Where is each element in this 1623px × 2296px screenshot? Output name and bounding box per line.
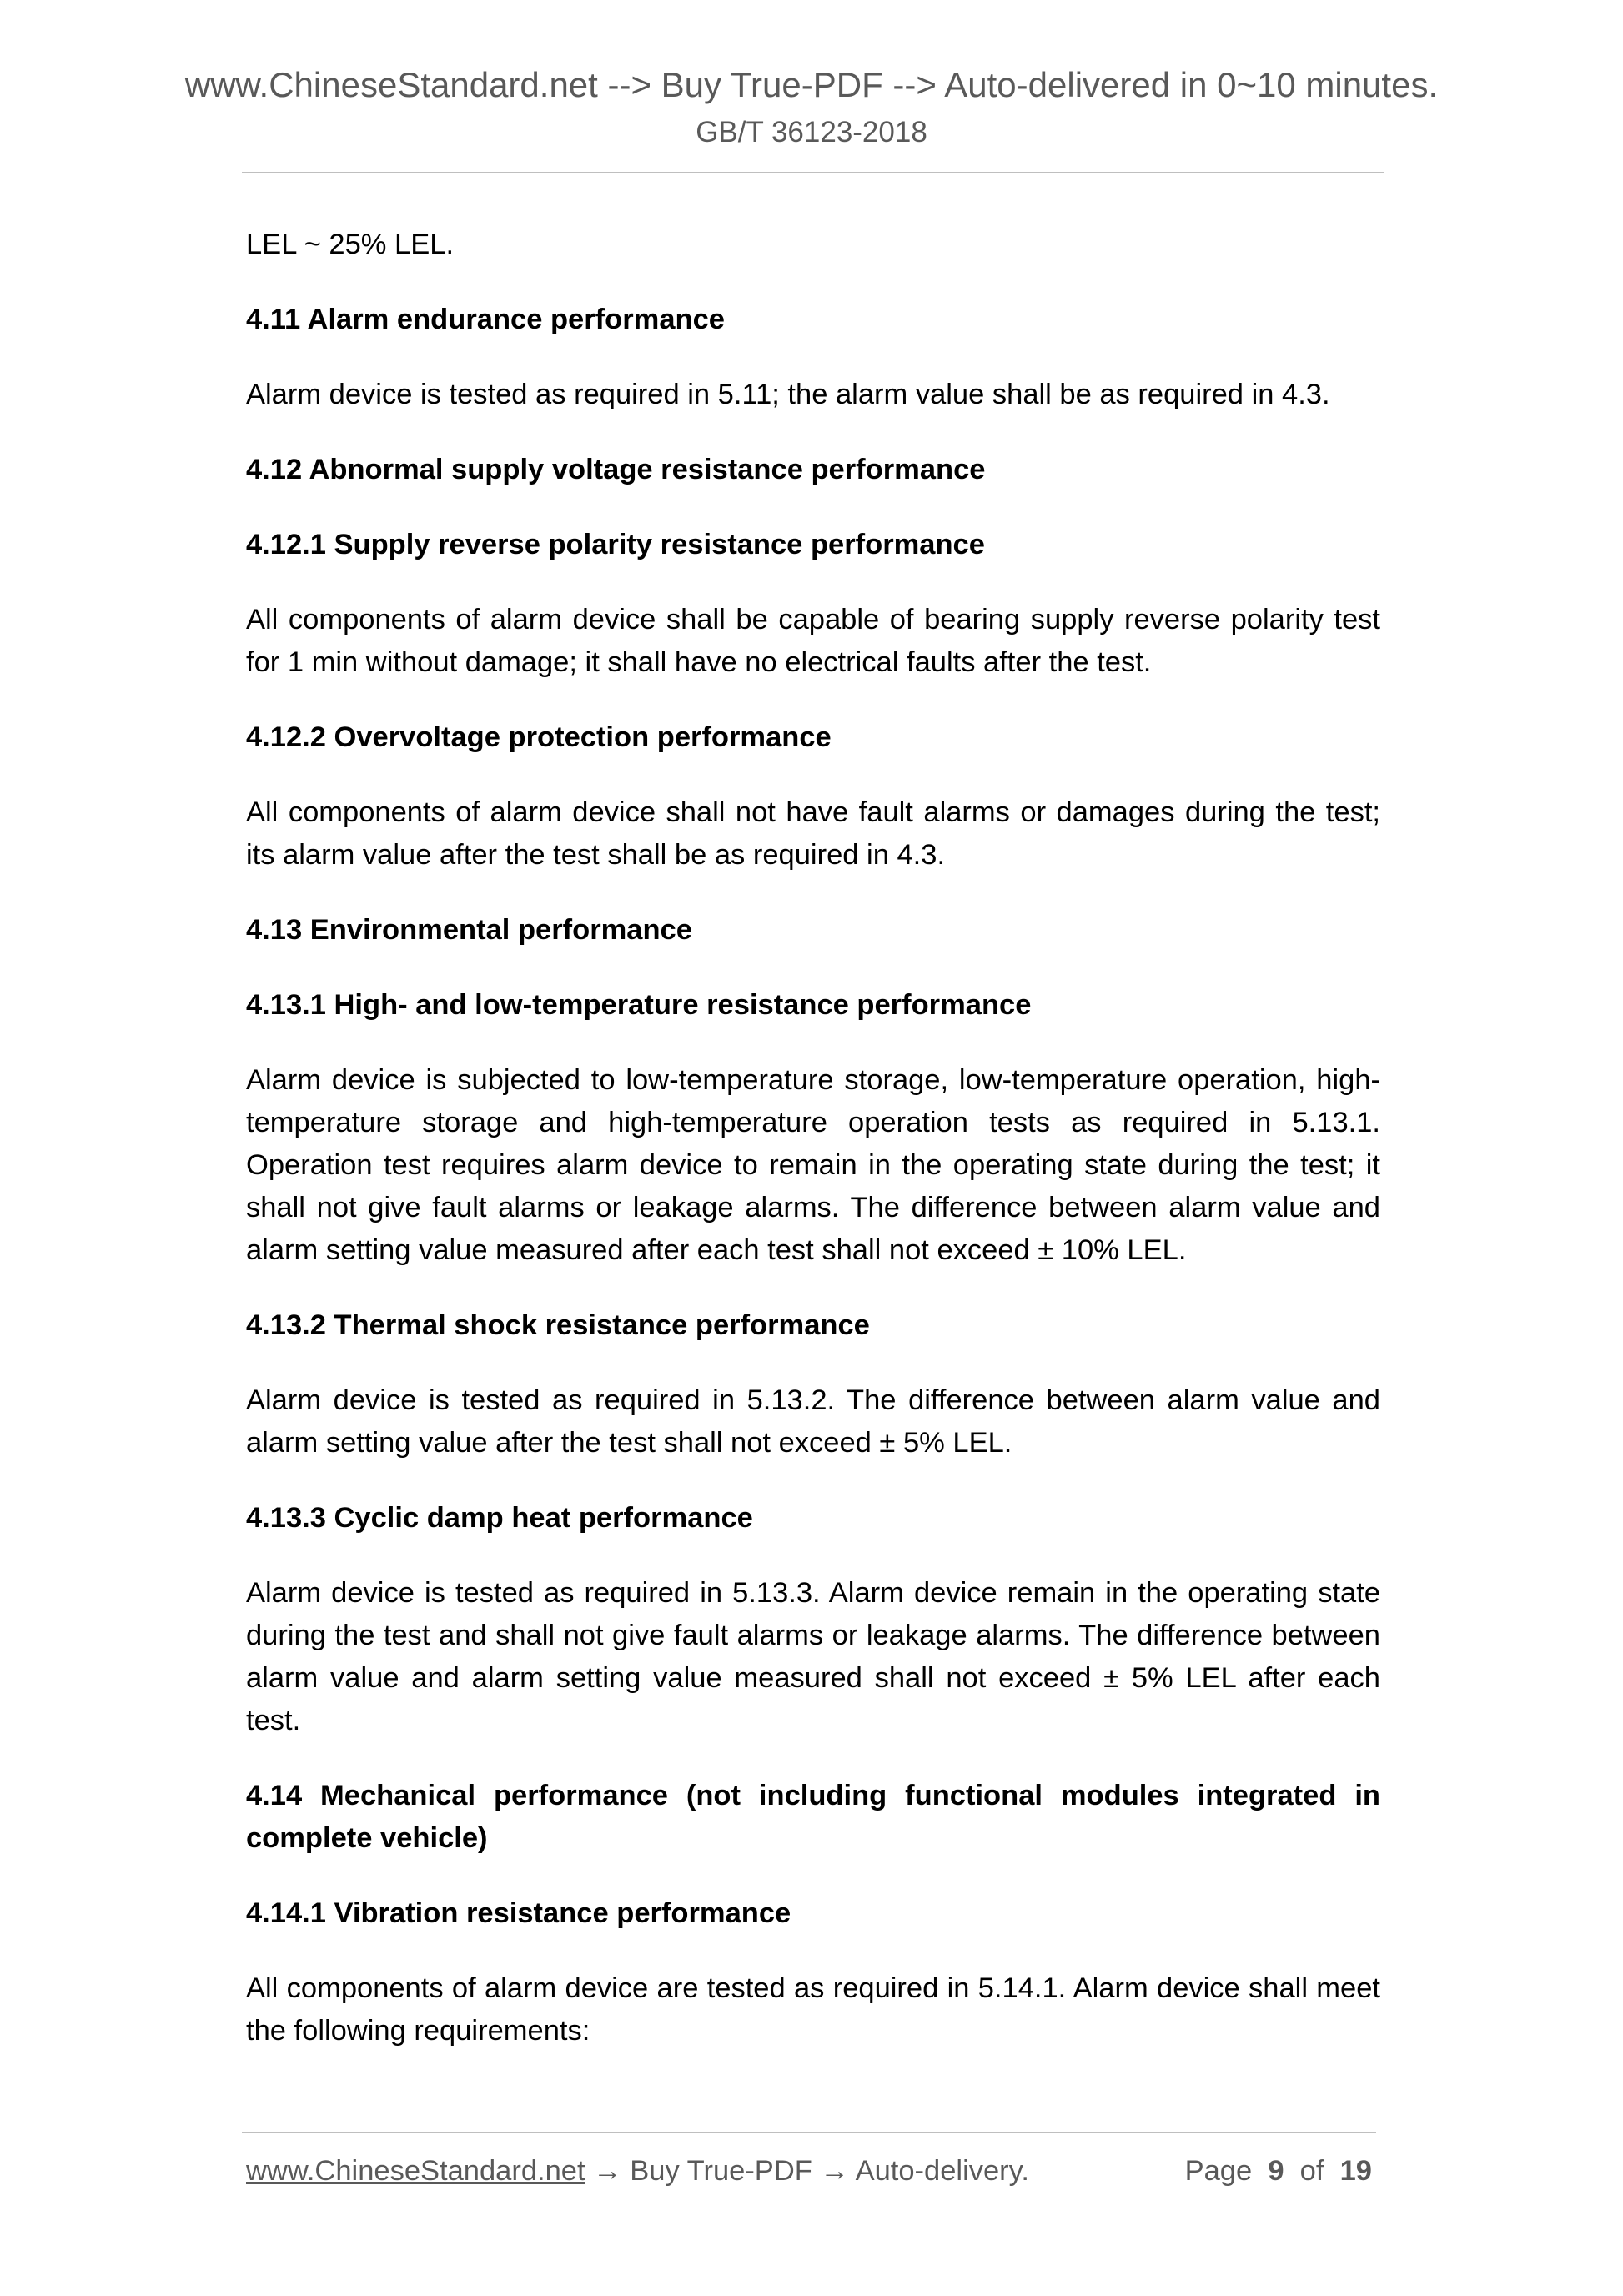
section-heading: 4.12.2 Overvoltage protection performance	[246, 721, 832, 753]
section-heading: 4.14.1 Vibration resistance performance	[246, 1897, 791, 1929]
header-banner: www.ChineseStandard.net --> Buy True-PDF --> Auto-delivered in 0~10 minutes.	[184, 65, 1439, 104]
section-heading: 4.13.1 High- and low-temperature resistance performance	[246, 989, 1032, 1021]
page-label: Page	[1184, 2155, 1253, 2187]
paragraph: All components of alarm device shall not have fault alarms or damages during the test; its alarm value after the test shall be as required in 4.3.	[246, 796, 1380, 871]
paragraph: Alarm device is tested as required in 5.13.3. Alarm device remain in the operating state during the test and shall not give fault alarms or leakage alarms. The difference between alarm value and alarm setting value measured shall not exceed ± 5% LEL after each test.	[246, 1577, 1380, 1736]
page-total: 19	[1339, 2155, 1372, 2187]
footer-left	[246, 2153, 1029, 2189]
section-heading: 4.11 Alarm endurance performance	[246, 304, 725, 335]
section-heading: 4.13.3 Cyclic damp heat performance	[246, 1502, 753, 1534]
paragraph: Alarm device is tested as required in 5.11; the alarm value shall be as required in 4.3.	[246, 379, 1330, 410]
section-heading: 4.13 Environmental performance	[246, 914, 692, 946]
header-divider	[242, 172, 1384, 173]
page-indicator	[1185, 2153, 1372, 2189]
section-heading: 4.12.1 Supply reverse polarity resistance performance	[246, 529, 985, 560]
section-heading: 4.12 Abnormal supply voltage resistance performance	[246, 454, 986, 485]
paragraph: All components of alarm device are tested as required in 5.14.1. Alarm device shall meet the following requirements:	[246, 1972, 1380, 2047]
standard-code: GB/T 36123-2018	[696, 116, 927, 148]
footer-tagline: → Buy True-PDF → Auto-delivery.	[585, 2155, 1029, 2187]
paragraph: LEL ~ 25% LEL.	[246, 229, 455, 260]
section-heading: 4.13.2 Thermal shock resistance performance	[246, 1309, 870, 1341]
footer-site-link[interactable]: www.ChineseStandard.net	[246, 2155, 585, 2187]
of-label: of	[1299, 2155, 1324, 2187]
paragraph: Alarm device is tested as required in 5.13.2. The difference between alarm value and alarm setting value after the test shall not exceed ± 5% LEL.	[246, 1384, 1380, 1459]
section-heading: 4.14 Mechanical performance (not including functional modules integrated in complete vehicle)	[246, 1780, 1380, 1854]
paragraph: Alarm device is subjected to low-temperature storage, low-temperature operation, high-temperature storage and high-temperature operation tests as required in 5.13.1. Operation test requires alarm device to remain in the operating state during the test; it shall not give fault alarms or leakage alarms. The difference between alarm value and alarm setting value measured after each test shall not exceed ± 10% LEL.	[246, 1064, 1380, 1266]
footer-divider	[242, 2132, 1376, 2133]
document-body	[246, 224, 1380, 2085]
paragraph: All components of alarm device shall be capable of bearing supply reverse polarity test for 1 min without damage; it shall have no electrical faults after the test.	[246, 604, 1380, 678]
page-number: 9	[1268, 2155, 1284, 2187]
